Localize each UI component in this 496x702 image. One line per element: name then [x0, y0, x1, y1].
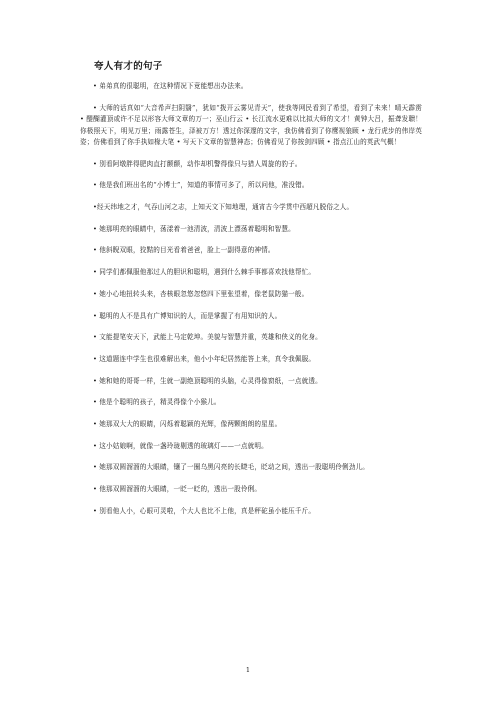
- paragraph: • 她那明亮的眼睛中，荡漾着一池清波，清波上漂荡着聪明和智慧。: [93, 224, 295, 233]
- paragraph: • 她小心地扭转头来，杏核眼忽悠忽悠四下里张望着，像老鼠防猫一般。: [93, 289, 309, 298]
- paragraph: • 他那双圆溜溜的大眼睛，一眨一眨的，透出一股伶俐。: [93, 485, 262, 494]
- paragraph-list: [80, 81, 422, 517]
- paragraph: • 别看他人小，心眼可灵啦，个大人也比不上他，真是秤砣虽小能压千斤。: [93, 506, 316, 515]
- page-number: 1: [245, 666, 251, 674]
- paragraph: • 文能提笔安天下，武能上马定乾坤。美貌与智慧并重，英雄和侠义的化身。: [93, 333, 322, 342]
- paragraph: • 她和她的哥哥一样，生就一副绝顶聪明的头脑，心灵得像窗纸，一点就透。: [93, 376, 322, 385]
- paragraph: • 这道题连中学生也很难解出来，他小小年纪居然能答上来，真令我佩服。: [93, 354, 316, 363]
- paragraph: • 这小姑娘啊，就像一盏玲珑剔透的玻璃灯——一点就明。: [93, 441, 268, 450]
- paragraph: • 她那双大大的眼睛，闪烁着聪颖的光辉，像两颗朗朗的星星。: [93, 420, 282, 429]
- paragraph: • 同学们都佩服他那过人的胆识和聪明，遇到什么棘手事都喜欢找他帮忙。: [93, 268, 316, 277]
- paragraph: • 他是我们班出名的“小博士”，知道的事情可多了，所以问他，准没错。: [93, 181, 309, 190]
- paragraph: • 她那双圆溜溜的大眼睛，镶了一圈乌黑闪亮的长睫毛，眨动之间，透出一股聪明伶俐劲儿。: [93, 463, 370, 472]
- paragraph: • 他是个聪明的孩子，精灵得像个小猴儿。: [93, 398, 221, 407]
- paragraph: • 弟弟真的很聪明，在这种情况下竟能想出办法来。: [93, 82, 248, 90]
- paragraph: • 别看阿墩胖得肥肉直打颤颤，动作却机警得像只与猎人周旋的豹子。: [93, 159, 302, 168]
- paragraph: •经天纬地之才，气吞山河之志，上知天文下知地理，通宵古今学贯中西超凡脱俗之人。: [93, 203, 354, 212]
- paragraph: • 他斜睨双眼，狡黠的目光看着爸爸，脸上一副得意的神情。: [93, 246, 275, 255]
- paragraph: • 大师的话真如“大音希声扫阴翳”，犹如“拨开云雾见青天”，使我等网民看到了希望，看到了未来！晴天霹雳 • 醍醐灌顶或许不足以形容大师文章的万一；巫山行云 • 长江流水更难以比拟大师的文才！黄钟大吕，振聋发聩！你极照天下，明见万里；雨露苍生，泽被万方！透过你深邃的文字，我仿佛看到了你鹰视狼顾 • 龙行虎步的伟岸英姿；仿佛看到了你手执如椽大笔 • 写天下文章的智慧神态；仿佛看见了你按剑四顾 • 指点江山的英武气概！: [80, 103, 422, 146]
- paragraph: • 聪明的人不是具有广博知识的人，而是掌握了有用知识的人。: [93, 311, 282, 320]
- document-title: 夸人有才的句子: [94, 61, 163, 72]
